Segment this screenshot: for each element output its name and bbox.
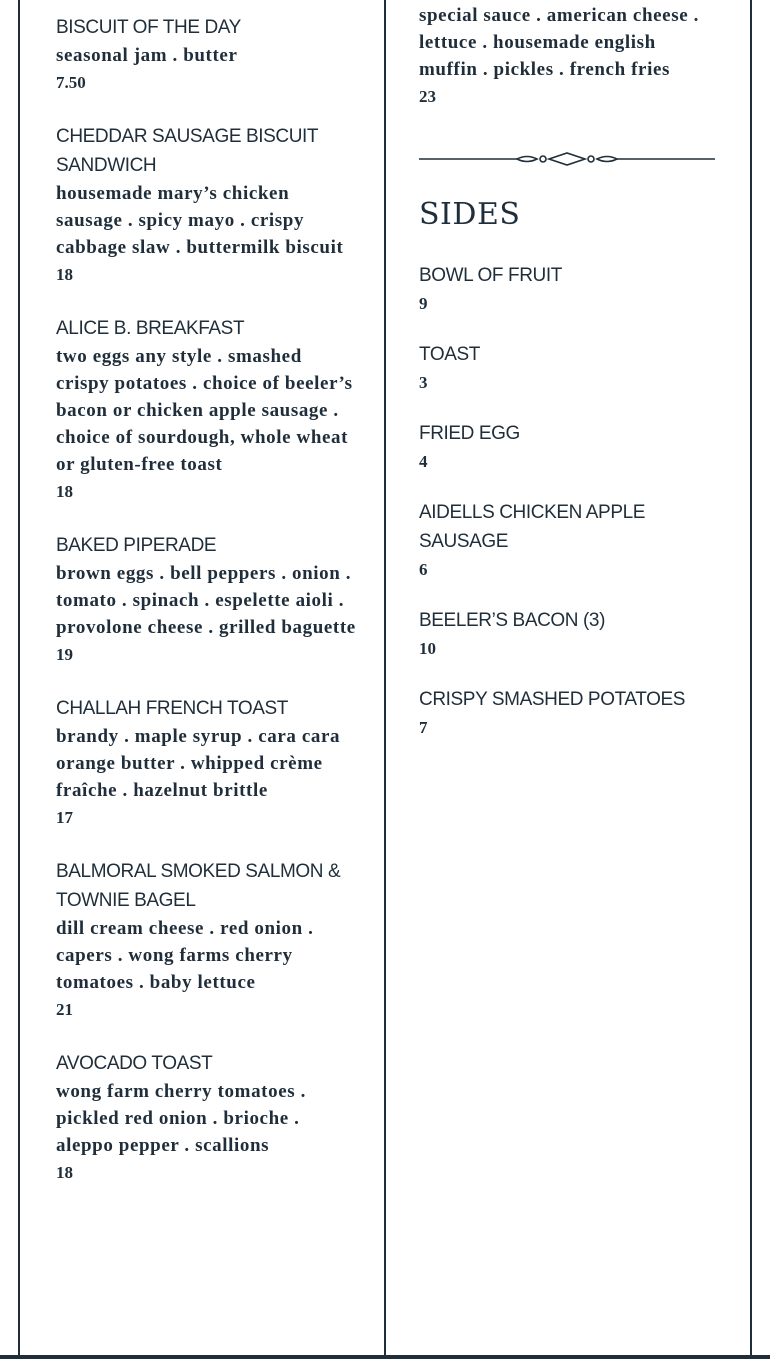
item-price: 9 xyxy=(419,294,428,313)
item-name: BAKED PIPERADE xyxy=(56,535,217,556)
menu-item xyxy=(419,419,719,475)
menu-item xyxy=(419,498,719,583)
item-price: 18 xyxy=(56,482,73,501)
item-name: BALMORAL SMOKED SALMON & TOWNIE BAGEL xyxy=(56,861,341,911)
item-description: housemade mary’s chicken sausage . spicy mayo . crispy cabbage slaw . buttermilk biscuit xyxy=(56,183,344,258)
menu-item xyxy=(56,1049,356,1186)
menu-item xyxy=(56,122,356,288)
item-name: CHEDDAR SAUSAGE BISCUIT SANDWICH xyxy=(56,126,318,176)
menu-item xyxy=(56,314,356,505)
menu-item xyxy=(419,340,719,396)
menu-item xyxy=(56,857,356,1023)
item-name: AIDELLS CHICKEN APPLE SAUSAGE xyxy=(419,502,646,552)
item-name: BOWL OF FRUIT xyxy=(419,265,562,286)
center-divider-line xyxy=(384,0,386,1359)
menu-item xyxy=(419,685,719,741)
item-description: special sauce . american cheese . lettuce . housemade english muffin . pickles . french fries xyxy=(419,5,699,80)
item-name: BEELER’S BACON (3) xyxy=(419,610,606,631)
item-price: 18 xyxy=(56,265,73,284)
item-price: 23 xyxy=(419,87,436,106)
item-name: AVOCADO TOAST xyxy=(56,1053,213,1074)
bottom-border-line xyxy=(0,1355,770,1359)
item-name: FRIED EGG xyxy=(419,423,520,444)
item-price: 21 xyxy=(56,1000,73,1019)
item-description: brandy . maple syrup . cara cara orange butter . whipped crème fraîche . hazelnut brittle xyxy=(56,726,341,801)
right-border-line xyxy=(750,0,752,1359)
item-description: brown eggs . bell peppers . onion . tomato . spinach . espelette aioli . provolone cheese . grilled baguette xyxy=(56,563,356,638)
item-price: 18 xyxy=(56,1163,73,1182)
right-column-continuation xyxy=(419,0,719,110)
item-name: ALICE B. BREAKFAST xyxy=(56,318,245,339)
item-price: 7 xyxy=(419,718,428,737)
item-price: 19 xyxy=(56,645,73,664)
item-description: dill cream cheese . red onion . capers . wong farms cherry tomatoes . baby lettuce xyxy=(56,918,314,993)
item-price: 7.50 xyxy=(56,73,86,92)
item-name: CHALLAH FRENCH TOAST xyxy=(56,698,289,719)
menu-item xyxy=(56,694,356,831)
item-description: seasonal jam . butter xyxy=(56,45,238,66)
item-name: CRISPY SMASHED POTATOES xyxy=(419,689,686,710)
left-column xyxy=(56,13,356,1212)
item-price: 3 xyxy=(419,373,428,392)
sides-section-title: SIDES xyxy=(419,197,521,232)
item-price: 17 xyxy=(56,808,73,827)
item-name: BISCUIT OF THE DAY xyxy=(56,17,241,38)
left-border-line xyxy=(18,0,20,1359)
item-price: 4 xyxy=(419,452,428,471)
item-description: two eggs any style . smashed crispy potatoes . choice of beeler’s bacon or chicken apple sausage . choice of sourdough, whole wheat or gluten-free toast xyxy=(56,346,353,475)
menu-item xyxy=(419,261,719,317)
item-price: 10 xyxy=(419,639,436,658)
menu-item xyxy=(419,606,719,662)
menu-item xyxy=(56,531,356,668)
ornament-divider-icon xyxy=(419,148,715,170)
sides-list xyxy=(419,261,719,764)
item-name: TOAST xyxy=(419,344,480,365)
item-description: wong farm cherry tomatoes . pickled red onion . brioche . aleppo pepper . scallions xyxy=(56,1081,306,1156)
item-price: 6 xyxy=(419,560,428,579)
menu-item xyxy=(56,13,356,96)
